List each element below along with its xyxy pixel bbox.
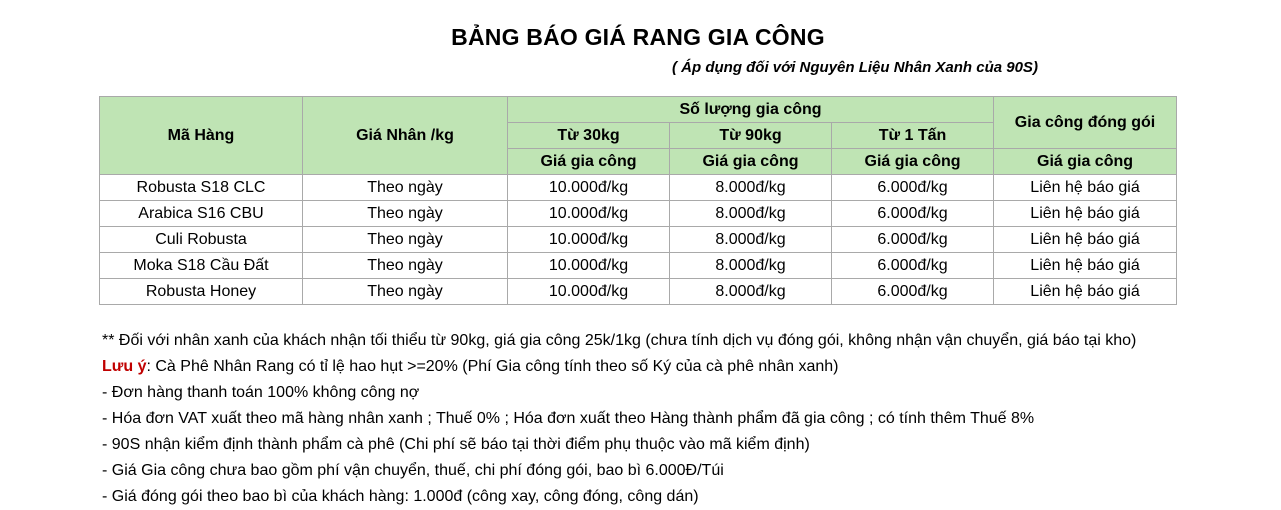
cell-ma-hang: Arabica S16 CBU: [100, 201, 303, 227]
cell-gia-nhan: Theo ngày: [303, 175, 508, 201]
table-row: [100, 201, 1177, 227]
note-warning: [102, 354, 1136, 380]
header-ma-hang: Mã Hàng: [100, 97, 303, 175]
cell-gia-nhan: Theo ngày: [303, 201, 508, 227]
header-gia-gia-cong: Giá gia công: [508, 149, 670, 175]
cell-price-30kg: 10.000đ/kg: [508, 201, 670, 227]
note-minimum-order: ** Đối với nhân xanh của khách nhận tối thiểu từ 90kg, giá gia công 25k/1kg (chưa tính dịch vụ đóng gói, không nhận vận chuyển, giá báo tại kho): [102, 332, 1137, 349]
cell-price-1-tan: 6.000đ/kg: [832, 175, 994, 201]
cell-ma-hang: Robusta Honey: [100, 279, 303, 305]
cell-price-1-tan: 6.000đ/kg: [832, 253, 994, 279]
note-bullet: - Giá Gia công chưa bao gồm phí vận chuyển, thuế, chi phí đóng gói, bao bì 6.000Đ/Túi: [102, 462, 724, 479]
header-gia-gia-cong: Giá gia công: [670, 149, 832, 175]
page-title: BẢNG BÁO GIÁ RANG GIA CÔNG: [451, 24, 825, 50]
header-tu-90kg: Từ 90kg: [670, 123, 832, 149]
note-bullet: - 90S nhận kiểm định thành phẩm cà phê (Chi phí sẽ báo tại thời điểm phụ thuộc vào mã kiểm định): [102, 436, 810, 453]
cell-dong-goi: Liên hệ báo giá: [994, 227, 1177, 253]
warning-label: Lưu ý: [102, 358, 147, 375]
cell-price-1-tan: 6.000đ/kg: [832, 227, 994, 253]
price-table: [99, 96, 1177, 305]
table-row: [100, 279, 1177, 305]
cell-gia-nhan: Theo ngày: [303, 227, 508, 253]
header-so-luong-gia-cong: Số lượng gia công: [508, 97, 994, 123]
cell-dong-goi: Liên hệ báo giá: [994, 253, 1177, 279]
cell-price-90kg: 8.000đ/kg: [670, 253, 832, 279]
header-gia-cong-dong-goi: Gia công đóng gói: [994, 97, 1177, 149]
cell-price-30kg: 10.000đ/kg: [508, 253, 670, 279]
header-tu-30kg: Từ 30kg: [508, 123, 670, 149]
table-row: [100, 175, 1177, 201]
cell-gia-nhan: Theo ngày: [303, 253, 508, 279]
note-bullet: - Giá đóng gói theo bao bì của khách hàng: 1.000đ (công xay, công đóng, công dán): [102, 488, 699, 505]
cell-price-30kg: 10.000đ/kg: [508, 227, 670, 253]
page-subtitle: ( Áp dụng đối với Nguyên Liệu Nhân Xanh của 90S): [672, 59, 1038, 76]
cell-ma-hang: Robusta S18 CLC: [100, 175, 303, 201]
notes-section: [102, 328, 1136, 510]
cell-dong-goi: Liên hệ báo giá: [994, 175, 1177, 201]
header-tu-1-tan: Từ 1 Tấn: [832, 123, 994, 149]
table-row: [100, 227, 1177, 253]
cell-dong-goi: Liên hệ báo giá: [994, 279, 1177, 305]
header-gia-nhan: Giá Nhân /kg: [303, 97, 508, 175]
cell-price-90kg: 8.000đ/kg: [670, 175, 832, 201]
warning-text: : Cà Phê Nhân Rang có tỉ lệ hao hụt >=20% (Phí Gia công tính theo số Ký của cà phê nhân xanh): [146, 358, 839, 375]
cell-ma-hang: Culi Robusta: [100, 227, 303, 253]
cell-price-1-tan: 6.000đ/kg: [832, 201, 994, 227]
header-gia-gia-cong: Giá gia công: [832, 149, 994, 175]
header-gia-gia-cong: Giá gia công: [994, 149, 1177, 175]
cell-price-90kg: 8.000đ/kg: [670, 201, 832, 227]
cell-price-30kg: 10.000đ/kg: [508, 175, 670, 201]
cell-dong-goi: Liên hệ báo giá: [994, 201, 1177, 227]
cell-price-1-tan: 6.000đ/kg: [832, 279, 994, 305]
cell-price-30kg: 10.000đ/kg: [508, 279, 670, 305]
note-bullet: - Đơn hàng thanh toán 100% không công nợ: [102, 384, 420, 401]
cell-gia-nhan: Theo ngày: [303, 279, 508, 305]
cell-ma-hang: Moka S18 Cầu Đất: [100, 253, 303, 279]
note-bullet: - Hóa đơn VAT xuất theo mã hàng nhân xanh ; Thuế 0% ; Hóa đơn xuất theo Hàng thành phẩm đã gia công ; có tính thêm Thuế 8%: [102, 410, 1035, 427]
cell-price-90kg: 8.000đ/kg: [670, 227, 832, 253]
table-row: [100, 253, 1177, 279]
cell-price-90kg: 8.000đ/kg: [670, 279, 832, 305]
